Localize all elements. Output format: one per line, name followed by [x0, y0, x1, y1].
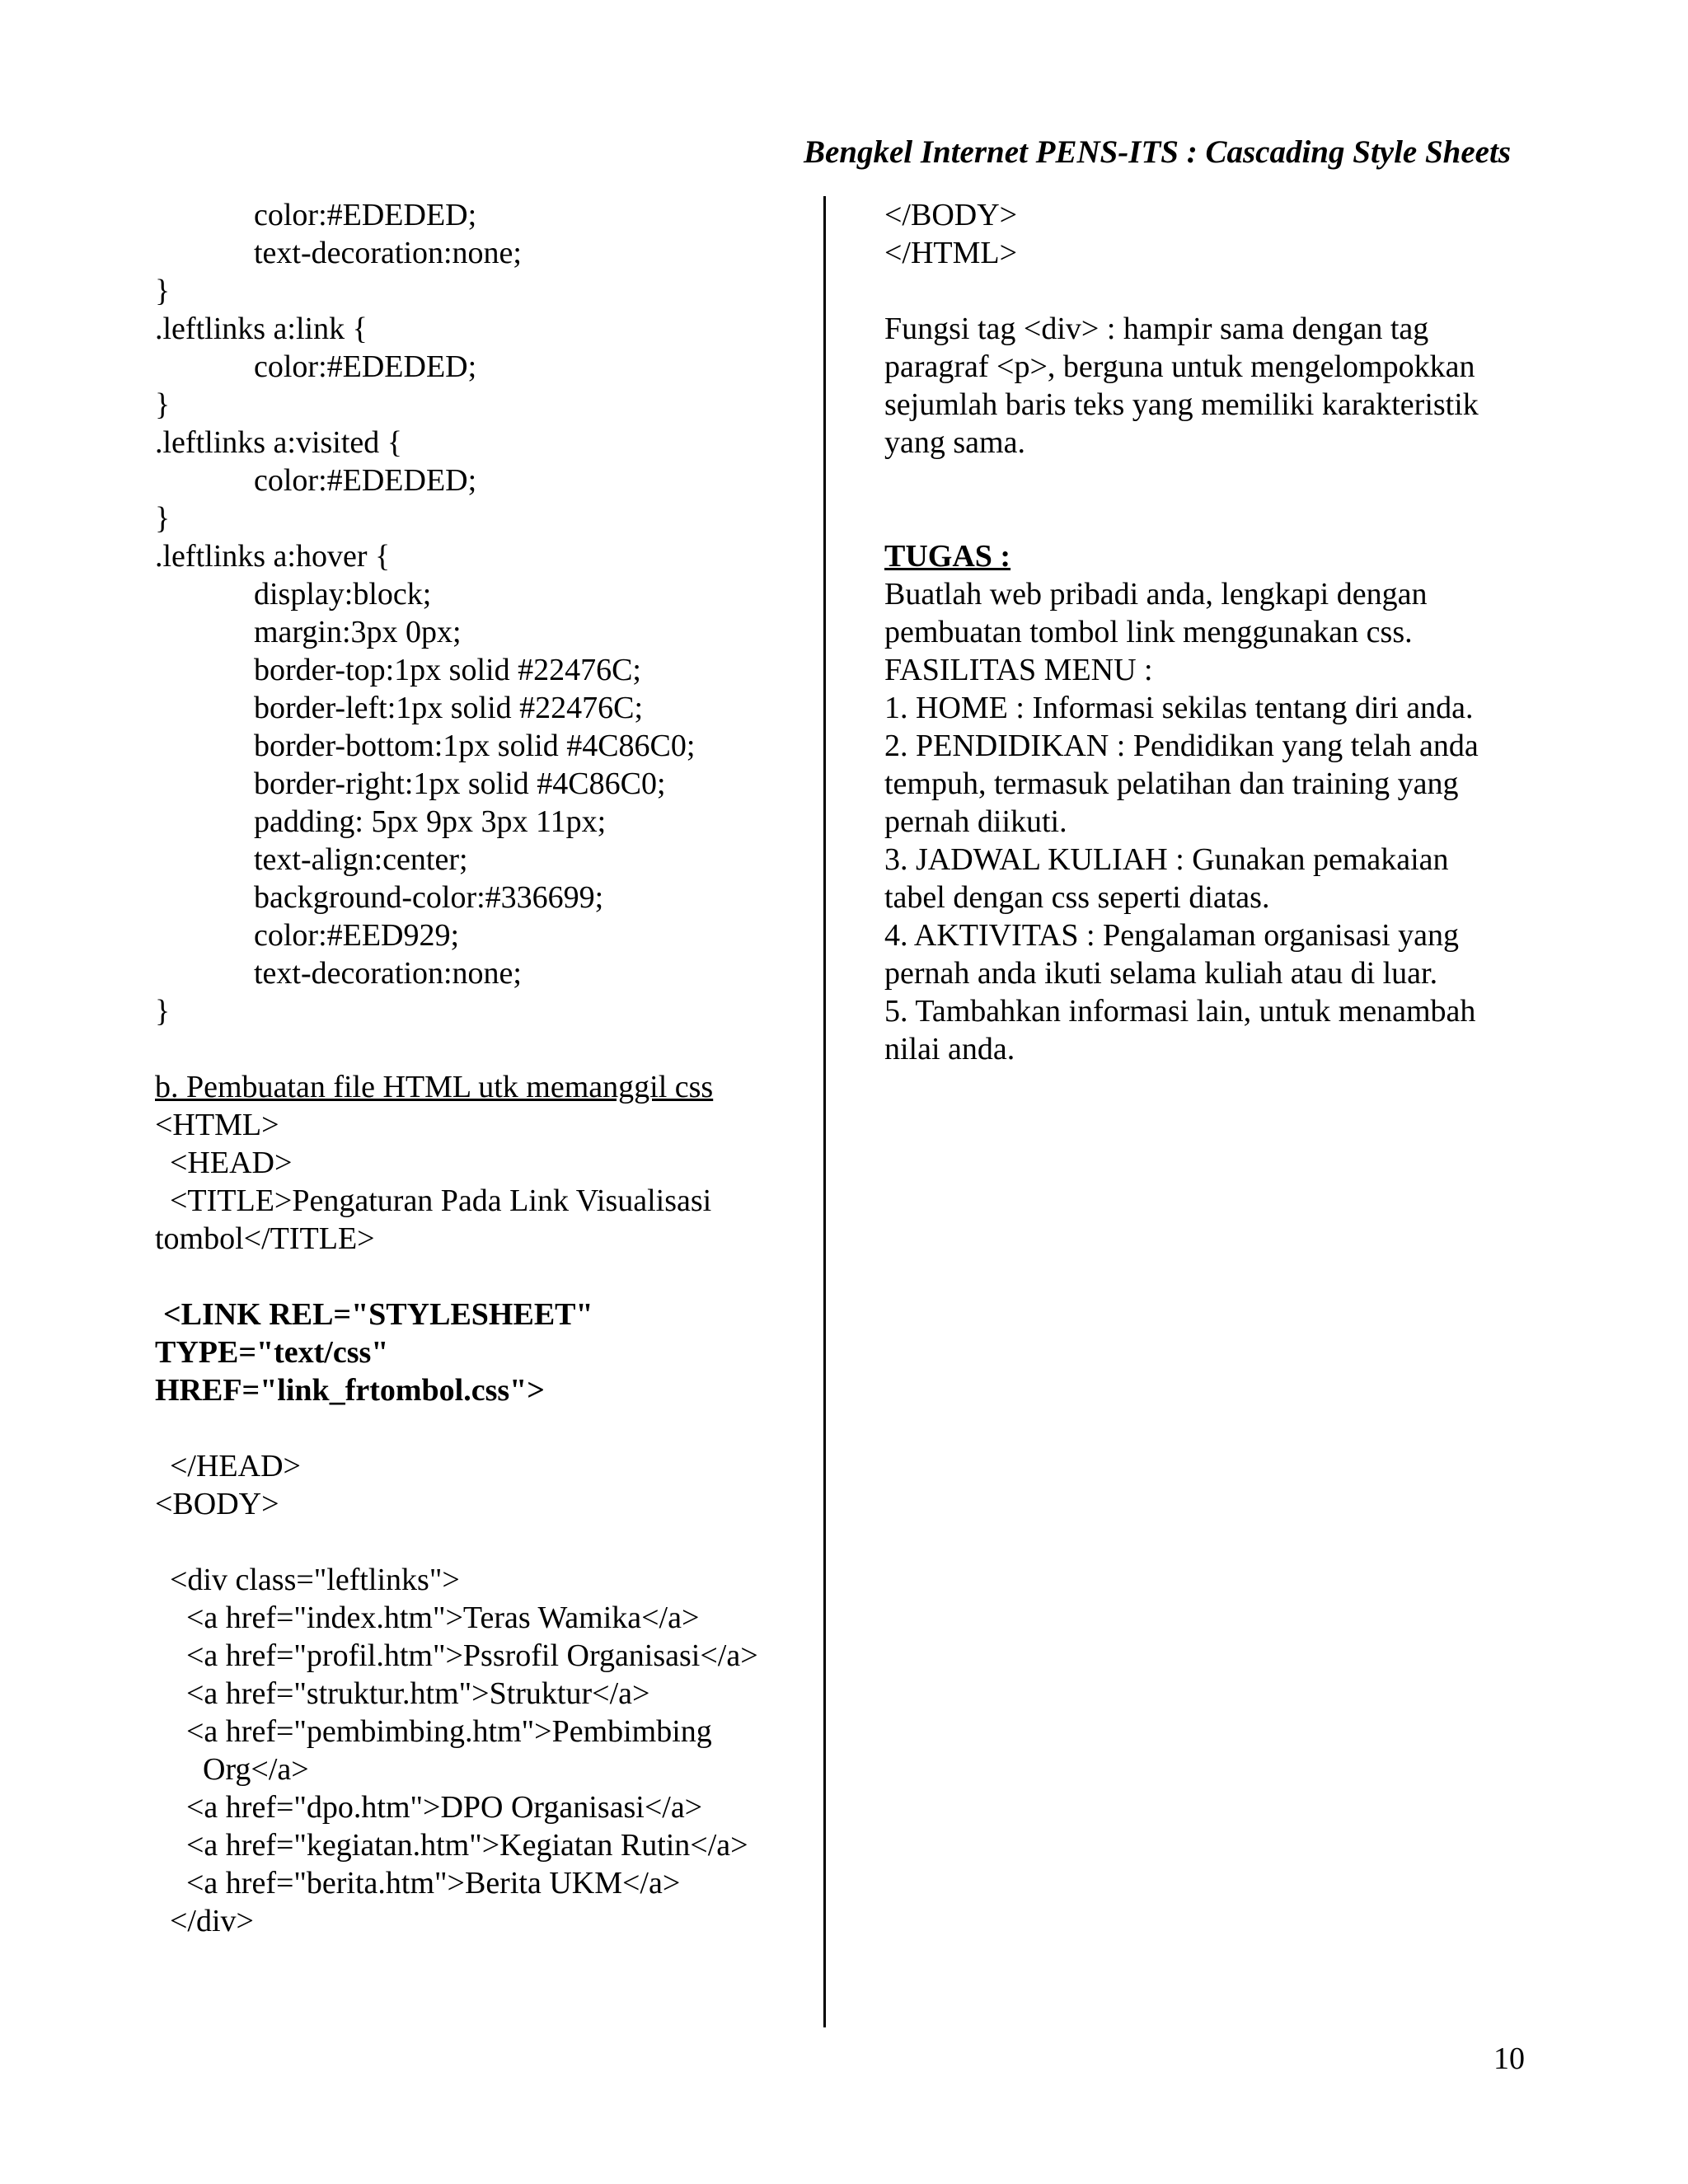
tugas-line: 4. AKTIVITAS : Pengalaman organisasi yang	[884, 918, 1460, 953]
code-line: </div>	[170, 1904, 254, 1938]
code-line: display:block;	[254, 577, 432, 612]
code-line: <a href="berita.htm">Berita UKM</a>	[186, 1866, 681, 1900]
code-line: .leftlinks a:hover {	[155, 539, 391, 574]
tugas-list	[884, 575, 1527, 1068]
code-line: color:#EDEDED;	[254, 198, 477, 232]
tugas-line: 2. PENDIDIKAN : Pendidikan yang telah anda	[884, 729, 1479, 763]
code-line: border-right:1px solid #4C86C0;	[254, 766, 666, 801]
section-b-heading: b. Pembuatan file HTML utk memanggil css	[155, 1070, 714, 1104]
code-line: .leftlinks a:link {	[155, 312, 368, 346]
code-line-bold: <LINK REL="STYLESHEET"	[163, 1297, 593, 1332]
code-line: }	[155, 387, 171, 422]
spacer	[884, 462, 1527, 499]
html-code-block	[155, 1106, 806, 1940]
running-header: Bengkel Internet PENS-ITS : Cascading Style Sheets	[803, 134, 1511, 170]
column-divider	[823, 196, 826, 2027]
code-line: color:#EED929;	[254, 918, 460, 953]
paragraph-line: yang sama.	[884, 425, 1025, 460]
code-line: tombol</TITLE>	[155, 1221, 375, 1256]
code-line: <a href="struktur.htm">Struktur</a>	[186, 1676, 650, 1711]
code-line: <HTML>	[155, 1108, 279, 1142]
tugas-line: pernah anda ikuti selama kuliah atau di luar.	[884, 956, 1438, 991]
tugas-line: pembuatan tombol link menggunakan css.	[884, 615, 1413, 649]
paragraph-line: Fungsi tag <div> : hampir sama dengan tag	[884, 312, 1429, 346]
spacer	[155, 1409, 806, 1447]
code-line: }	[155, 501, 171, 536]
code-line: }	[155, 994, 171, 1029]
tugas-line: tabel dengan css seperti diatas.	[884, 880, 1270, 915]
code-line: </HTML>	[884, 236, 1018, 270]
spacer	[155, 1258, 806, 1296]
code-line-bold: HREF="link_frtombol.css">	[155, 1373, 545, 1408]
tugas-line: Buatlah web pribadi anda, lengkapi dengan	[884, 577, 1428, 612]
spacer	[884, 499, 1527, 537]
code-line: <a href="index.htm">Teras Wamika</a>	[186, 1601, 700, 1635]
tugas-line: nilai anda.	[884, 1032, 1015, 1066]
div-explanation-paragraph	[884, 310, 1527, 462]
spacer	[155, 1523, 806, 1561]
code-line: margin:3px 0px;	[254, 615, 462, 649]
paragraph-line: paragraf <p>, berguna untuk mengelompokkan	[884, 349, 1475, 384]
code-line: <HEAD>	[170, 1146, 293, 1180]
code-line: text-decoration:none;	[254, 236, 522, 270]
code-line: .leftlinks a:visited {	[155, 425, 403, 460]
css-code-block	[155, 196, 806, 1030]
code-line: }	[155, 274, 171, 308]
spacer	[155, 1030, 806, 1068]
tugas-heading: TUGAS :	[884, 539, 1011, 574]
code-line: <TITLE>Pengaturan Pada Link Visualisasi	[170, 1183, 712, 1218]
code-line: text-decoration:none;	[254, 956, 522, 991]
code-line: </BODY>	[884, 198, 1018, 232]
right-column	[884, 196, 1527, 1068]
spacer	[884, 272, 1527, 310]
code-line-bold: TYPE="text/css"	[155, 1335, 389, 1370]
code-line: </HEAD>	[170, 1449, 301, 1483]
code-line: color:#EDEDED;	[254, 349, 477, 384]
code-line: border-top:1px solid #22476C;	[254, 653, 641, 687]
tugas-line: 5. Tambahkan informasi lain, untuk menambah	[884, 994, 1476, 1029]
tugas-line: FASILITAS MENU :	[884, 653, 1153, 687]
code-line: background-color:#336699;	[254, 880, 604, 915]
code-line: <a href="kegiatan.htm">Kegiatan Rutin</a>	[186, 1828, 748, 1863]
code-line: text-align:center;	[254, 842, 468, 877]
code-line: <a href="profil.htm">Pssrofil Organisasi</a>	[186, 1638, 758, 1673]
paragraph-line: sejumlah baris teks yang memiliki karakteristik	[884, 387, 1479, 422]
code-line: <BODY>	[155, 1487, 279, 1521]
left-column	[155, 196, 806, 1940]
code-line: <a href="dpo.htm">DPO Organisasi</a>	[186, 1790, 703, 1825]
code-line: <div class="leftlinks">	[170, 1563, 460, 1597]
code-line: <a href="pembimbing.htm">Pembimbing	[186, 1714, 712, 1749]
code-line: Org</a>	[203, 1752, 309, 1787]
tugas-line: pernah diikuti.	[884, 804, 1067, 839]
page-number: 10	[1493, 2041, 1525, 2076]
code-line: padding: 5px 9px 3px 11px;	[254, 804, 607, 839]
tugas-line: tempuh, termasuk pelatihan dan training yang	[884, 766, 1459, 801]
tugas-line: 1. HOME : Informasi sekilas tentang diri anda.	[884, 691, 1474, 725]
code-line: color:#EDEDED;	[254, 463, 477, 498]
code-line: border-left:1px solid #22476C;	[254, 691, 644, 725]
tugas-line: 3. JADWAL KULIAH : Gunakan pemakaian	[884, 842, 1449, 877]
closing-tags	[884, 196, 1527, 272]
code-line: border-bottom:1px solid #4C86C0;	[254, 729, 696, 763]
